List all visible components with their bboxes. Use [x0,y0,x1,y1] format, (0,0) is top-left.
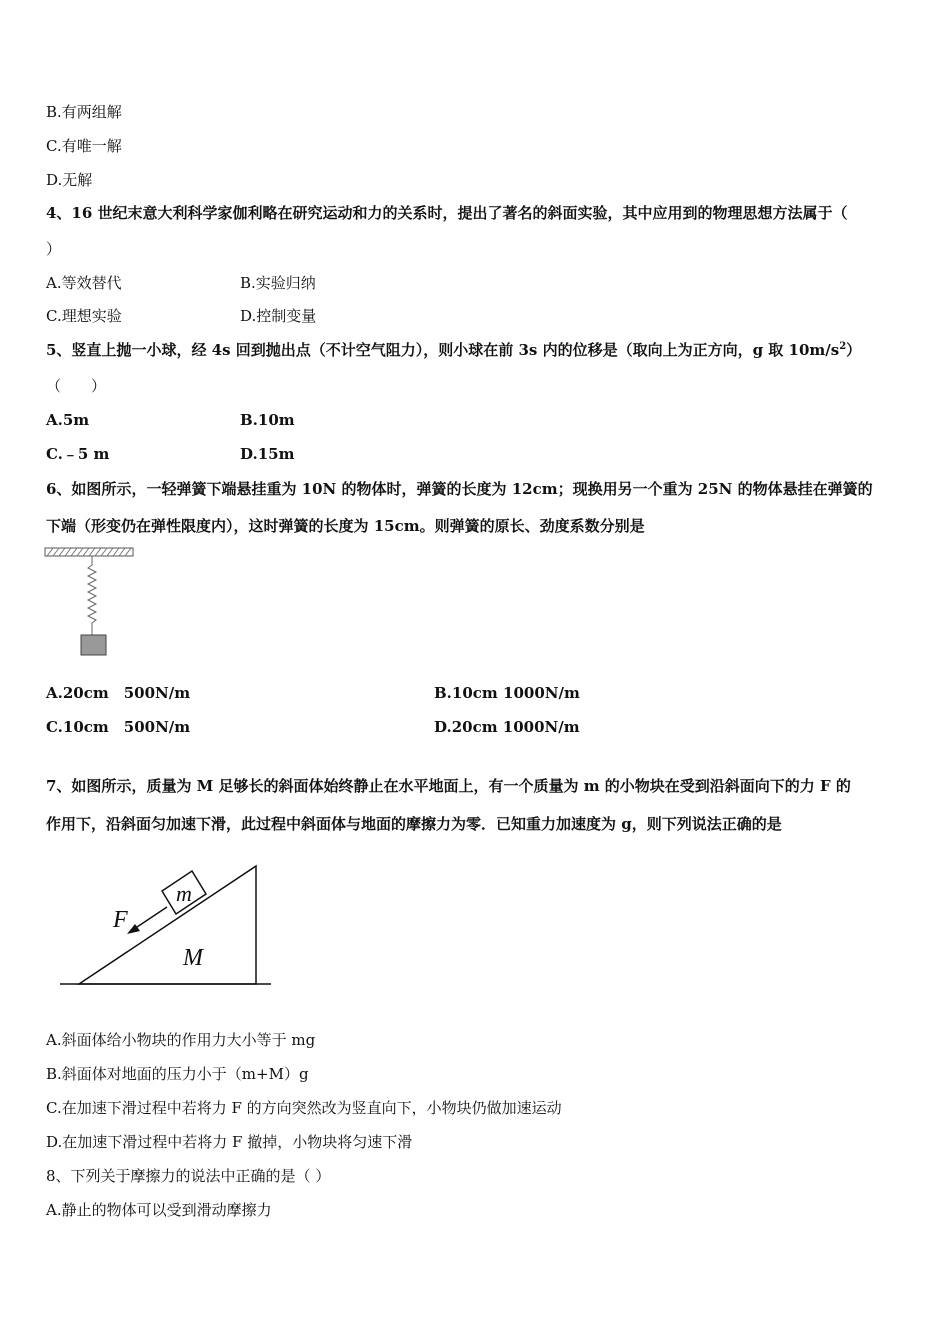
force-label: F [113,907,128,933]
q6-stem-line1: 6、如图所示，一轻弹簧下端悬挂重为 10N 的物体时，弹簧的长度为 12cm；现换用另一个重为 25N 的物体悬挂在弹簧的 [46,480,873,498]
q7-option-d: D.在加速下滑过程中若将力 F 撤掉，小物块将匀速下滑 [46,1133,413,1151]
q6-option-a: A.20cm 500N/m [46,684,191,702]
q6-option-c: C.10cm 500N/m [46,718,191,736]
q3-option-c: C.有唯一解 [46,137,122,155]
q7-option-c: C.在加速下滑过程中若将力 F 的方向突然改为竖直向下，小物块仍做加速运动 [46,1099,562,1117]
q4-stem-line1: 4、16 世纪末意大利科学家伽利略在研究运动和力的关系时，提出了著名的斜面实验，其中应用到的物理思想方法属于（ [46,204,848,222]
q8-stem: 8、下列关于摩擦力的说法中正确的是（ ） [46,1167,331,1185]
q6-option-d: D.20cm 1000N/m [434,718,580,736]
q5-option-a: A.5m [46,411,90,429]
q5-stem-text: 5、竖直上抛一小球，经 4s 回到抛出点（不计空气阻力），则小球在前 3s 内的位移是（取向上为正方向，g 取 10m/s [46,341,840,359]
q7-option-b: B.斜面体对地面的压力小于（m+M）g [46,1065,309,1083]
incline-mass-label: M [183,945,203,971]
q5-option-b: B.10m [240,411,295,429]
q5-stem-superscript: 2 [839,341,847,352]
incline-figure [55,858,280,990]
q6-option-b: B.10cm 1000N/m [434,684,580,702]
q5-stem-line1 [46,340,861,360]
block-mass-label: m [176,881,192,906]
q4-option-d: D.控制变量 [240,307,317,325]
q4-stem-line2: ） [46,240,62,258]
q7-option-a: A.斜面体给小物块的作用力大小等于 mg [46,1031,316,1049]
q4-option-c: C.理想实验 [46,307,122,325]
q8-option-a: A.静止的物体可以受到滑动摩擦力 [46,1201,272,1219]
q5-option-c: C.﹣5 m [46,445,110,463]
q4-option-a: A.等效替代 [46,274,122,292]
q5-stem-line2: （ ） [46,377,107,395]
spring [88,556,96,635]
q3-option-d: D.无解 [46,171,93,189]
q4-option-b: B.实验归纳 [240,274,316,292]
q7-stem-line1: 7、如图所示，质量为 M 足够长的斜面体始终静止在水平地面上，有一个质量为 m 的小物块在受到沿斜面向下的力 F 的 [46,777,851,795]
q3-option-b: B.有两组解 [46,103,122,121]
q5-option-d: D.15m [240,445,295,463]
weight-block [81,635,106,655]
q6-stem-line2: 下端（形变仍在弹性限度内），这时弹簧的长度为 15cm。则弹簧的原长、劲度系数分别是 [46,517,645,535]
spring-figure [44,545,139,660]
q7-stem-line2: 作用下，沿斜面匀加速下滑，此过程中斜面体与地面的摩擦力为零．已知重力加速度为 g，则下列说法正确的是 [46,815,782,833]
q5-stem-close: ） [846,341,862,359]
incline-body [79,866,256,984]
